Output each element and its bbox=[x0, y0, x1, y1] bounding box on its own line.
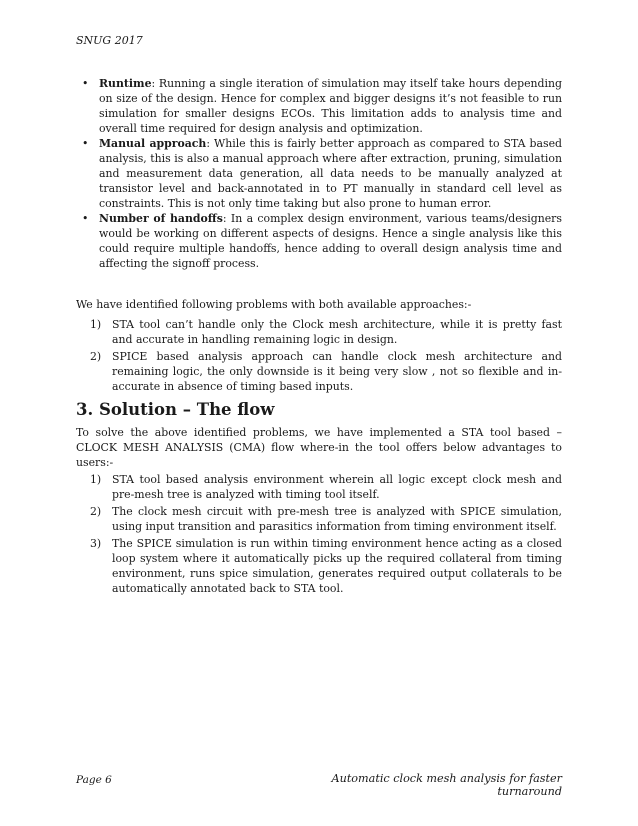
bullet-list bbox=[76, 76, 562, 271]
bullet-item-handoffs bbox=[76, 211, 562, 271]
item-text: The clock mesh circuit with pre-mesh tree is analyzed with SPICE simulation, using input transition and parasitics information from timing environment itself. bbox=[112, 505, 562, 533]
page-number: Page 6 bbox=[76, 774, 112, 786]
solution-item bbox=[76, 536, 562, 596]
bullet-text: : In a complex design environment, various teams/designers would be working on different aspects of designs. Hence a single analysis like this could require multiple handoffs, hence adding to overall design analysis time and affecting the signoff process. bbox=[99, 212, 562, 270]
item-number: 1) bbox=[90, 473, 102, 486]
section-heading: 3. Solution – The flow bbox=[76, 400, 275, 419]
bullet-dot-icon: • bbox=[82, 137, 89, 150]
item-number: 2) bbox=[90, 350, 102, 363]
bullet-section bbox=[76, 76, 562, 271]
problem-item bbox=[76, 349, 562, 394]
bullet-term: Number of handoffs bbox=[99, 212, 223, 225]
item-text: SPICE based analysis approach can handle clock mesh architecture and remaining logic, the only downside is it being very slow , not so flexible and in-accurate in absence of timing based inputs. bbox=[112, 350, 562, 393]
bullet-item-manual-approach bbox=[76, 136, 562, 211]
item-number: 1) bbox=[90, 318, 102, 331]
bullet-dot-icon: • bbox=[82, 212, 89, 225]
item-text: STA tool can’t handle only the Clock mesh architecture, while it is pretty fast and accurate in handling remaining logic in design. bbox=[112, 318, 562, 346]
running-header: SNUG 2017 bbox=[76, 34, 143, 47]
item-text: The SPICE simulation is run within timing environment hence acting as a closed loop system where it automatically picks up the required collateral from timing environment, runs spice simulation, generates required output collaterals to be automatically annotated back to STA tool. bbox=[112, 537, 562, 595]
bullet-item-runtime bbox=[76, 76, 562, 136]
bullet-term: Manual approach bbox=[99, 137, 207, 150]
bullet-dot-icon: • bbox=[82, 77, 89, 90]
solution-list bbox=[76, 472, 562, 596]
bullet-text: : While this is fairly better approach as compared to STA based analysis, this is also a manual approach where after extraction, pruning, simulation and measurement data generation, all data needs to be manually analyzed at transistor level and back-annotated in to PT manually in standard cell level as constraints. This is not only time taking but also prone to human error. bbox=[99, 137, 562, 210]
item-number: 3) bbox=[90, 537, 102, 550]
solution-intro: To solve the above identified problems, we have implemented a STA tool based – CLOCK MESH ANALYSIS (CMA) flow where-in the tool offers below advantages to users:- bbox=[76, 426, 562, 469]
footer-divider bbox=[76, 768, 562, 769]
item-text: STA tool based analysis environment wherein all logic except clock mesh and pre-mesh tree is analyzed with timing tool itself. bbox=[112, 473, 562, 501]
problems-section bbox=[76, 297, 562, 396]
solution-item bbox=[76, 472, 562, 502]
bullet-term: Runtime bbox=[99, 77, 152, 90]
problems-list bbox=[76, 317, 562, 394]
problems-intro: We have identified following problems with both available approaches:- bbox=[76, 298, 472, 311]
solution-item bbox=[76, 504, 562, 534]
solution-section bbox=[76, 425, 562, 598]
bullet-text: : Running a single iteration of simulation may itself take hours depending on size of the design. Hence for complex and bigger designs it’s not feasible to run simulation for smaller designs ECOs. This limitation adds to analysis time and overall time required for design analysis and optimization. bbox=[99, 77, 562, 135]
problem-item bbox=[76, 317, 562, 347]
item-number: 2) bbox=[90, 505, 102, 518]
running-footer-title: Automatic clock mesh analysis for faster turnaround bbox=[331, 772, 562, 798]
